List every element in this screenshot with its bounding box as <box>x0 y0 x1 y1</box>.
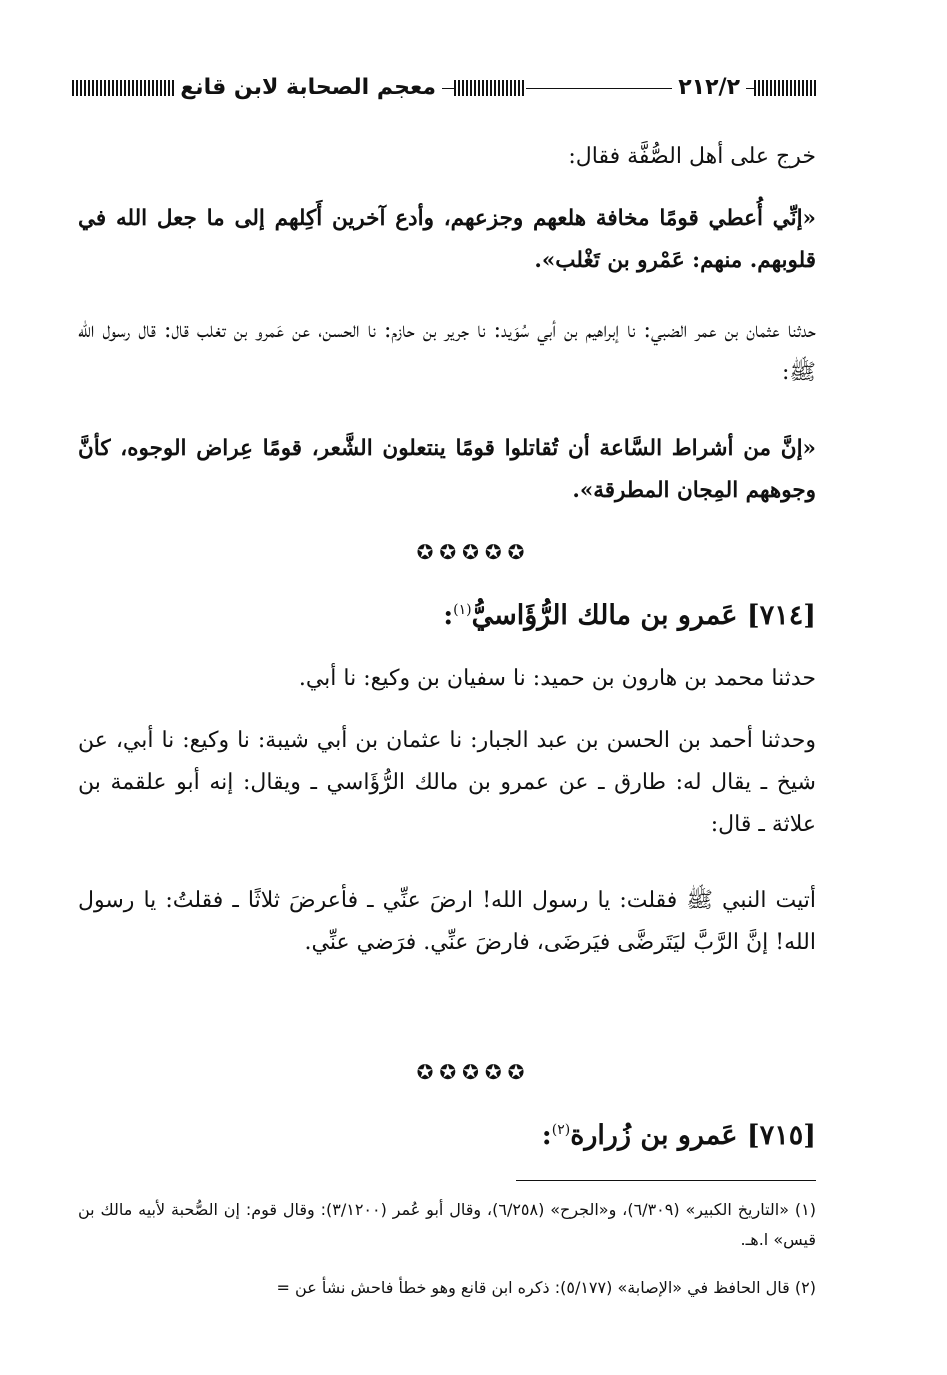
header-ornament-middle <box>454 80 526 96</box>
entry-714-colon: : <box>443 600 454 631</box>
entry-714-title: [٧١٤] عَمرو بن مالك الرُّؤَاسيُّ <box>471 600 816 631</box>
hadith-quote-1: «إنِّي أُعطي قومًا مخافة هلعهم وجزعهم، وأدع آخرين أَكِلهم إلى ما جعل الله في قلوبهم. منهم: عَمْرو بن تَغْلب». <box>78 206 816 273</box>
section-separator-2: ✪✪✪✪✪ <box>416 1060 531 1084</box>
entry-715-title: [٧١٥] عَمرو بن زُرارة <box>570 1120 816 1151</box>
isnad-paragraph-1: حدثنا عثمان بن عمر الضبي: نا إبراهيم بن أبي سُوَيد: نا جرير بن حازم: نا الحسن، عن عَمرو بن تغلب قال: قال رسول الله ﷺ: <box>78 318 816 385</box>
entry-heading-715 <box>78 1108 816 1158</box>
entry-715-colon: : <box>541 1120 552 1151</box>
running-header <box>72 72 816 106</box>
footnote-2: (٢) قال الحافظ في «الإصابة» (٥/١٧٧): ذكره ابن قانع وهو خطأ فاحش نشأ عن = <box>276 1278 816 1297</box>
footnote-ref-1: (١) <box>453 602 472 618</box>
isnad-paragraph-3: وحدثنا أحمد بن الحسن بن عبد الجبار: نا عثمان بن أبي شيبة: نا وكيع: نا أبي، عن شيخ ـ يقال له: طارق ـ عن عمرو بن مالك الرُّؤَاسي ـ ويقال: إنه أبو علقمة بن علاثة ـ قال: <box>78 728 816 837</box>
page-number: ٢١٢/٢ <box>672 72 746 104</box>
narration-paragraph: أتيت النبي ﷺ فقلت: يا رسول الله! ارضَ عنِّي ـ فأعرضَ ثلاثًا ـ فقلتُ: يا رسول الله! إنَّ الرَّبَّ ليَتَرضَّى فيَرضَى، فارضَ عنِّي. فرَضي عنِّي. <box>78 888 816 955</box>
hadith-quote-2: «إنَّ من أشراط السَّاعة أن تُقاتلوا قومًا ينتعلون الشَّعر، قومًا عِراض الوجوه، كأنَّ وجوههم المِجان المطرقة». <box>78 436 816 503</box>
section-separator-1: ✪✪✪✪✪ <box>416 540 531 564</box>
footnote-rule <box>516 1180 816 1181</box>
book-title: معجم الصحابة لابن قانع <box>174 72 442 104</box>
isnad-paragraph-2: حدثنا محمد بن هارون بن حميد: نا سفيان بن وكيع: نا أبي. <box>298 666 816 691</box>
entry-heading-714 <box>78 588 816 638</box>
paragraph-intro: خرج على أهل الصُّفَّة فقال: <box>568 144 816 169</box>
footnote-ref-2: (٢) <box>551 1122 571 1138</box>
header-ornament-right <box>754 80 816 96</box>
footnote-1: (١) «التاريخ الكبير» (٦/٣٠٩)، و«الجرح» (٦/٢٥٨)، وقال أبو عُمر (٣/١٢٠٠): وقال قوم: إن الصُّحبة لأبيه مالك بن قيس» ا.هـ. <box>78 1200 816 1249</box>
